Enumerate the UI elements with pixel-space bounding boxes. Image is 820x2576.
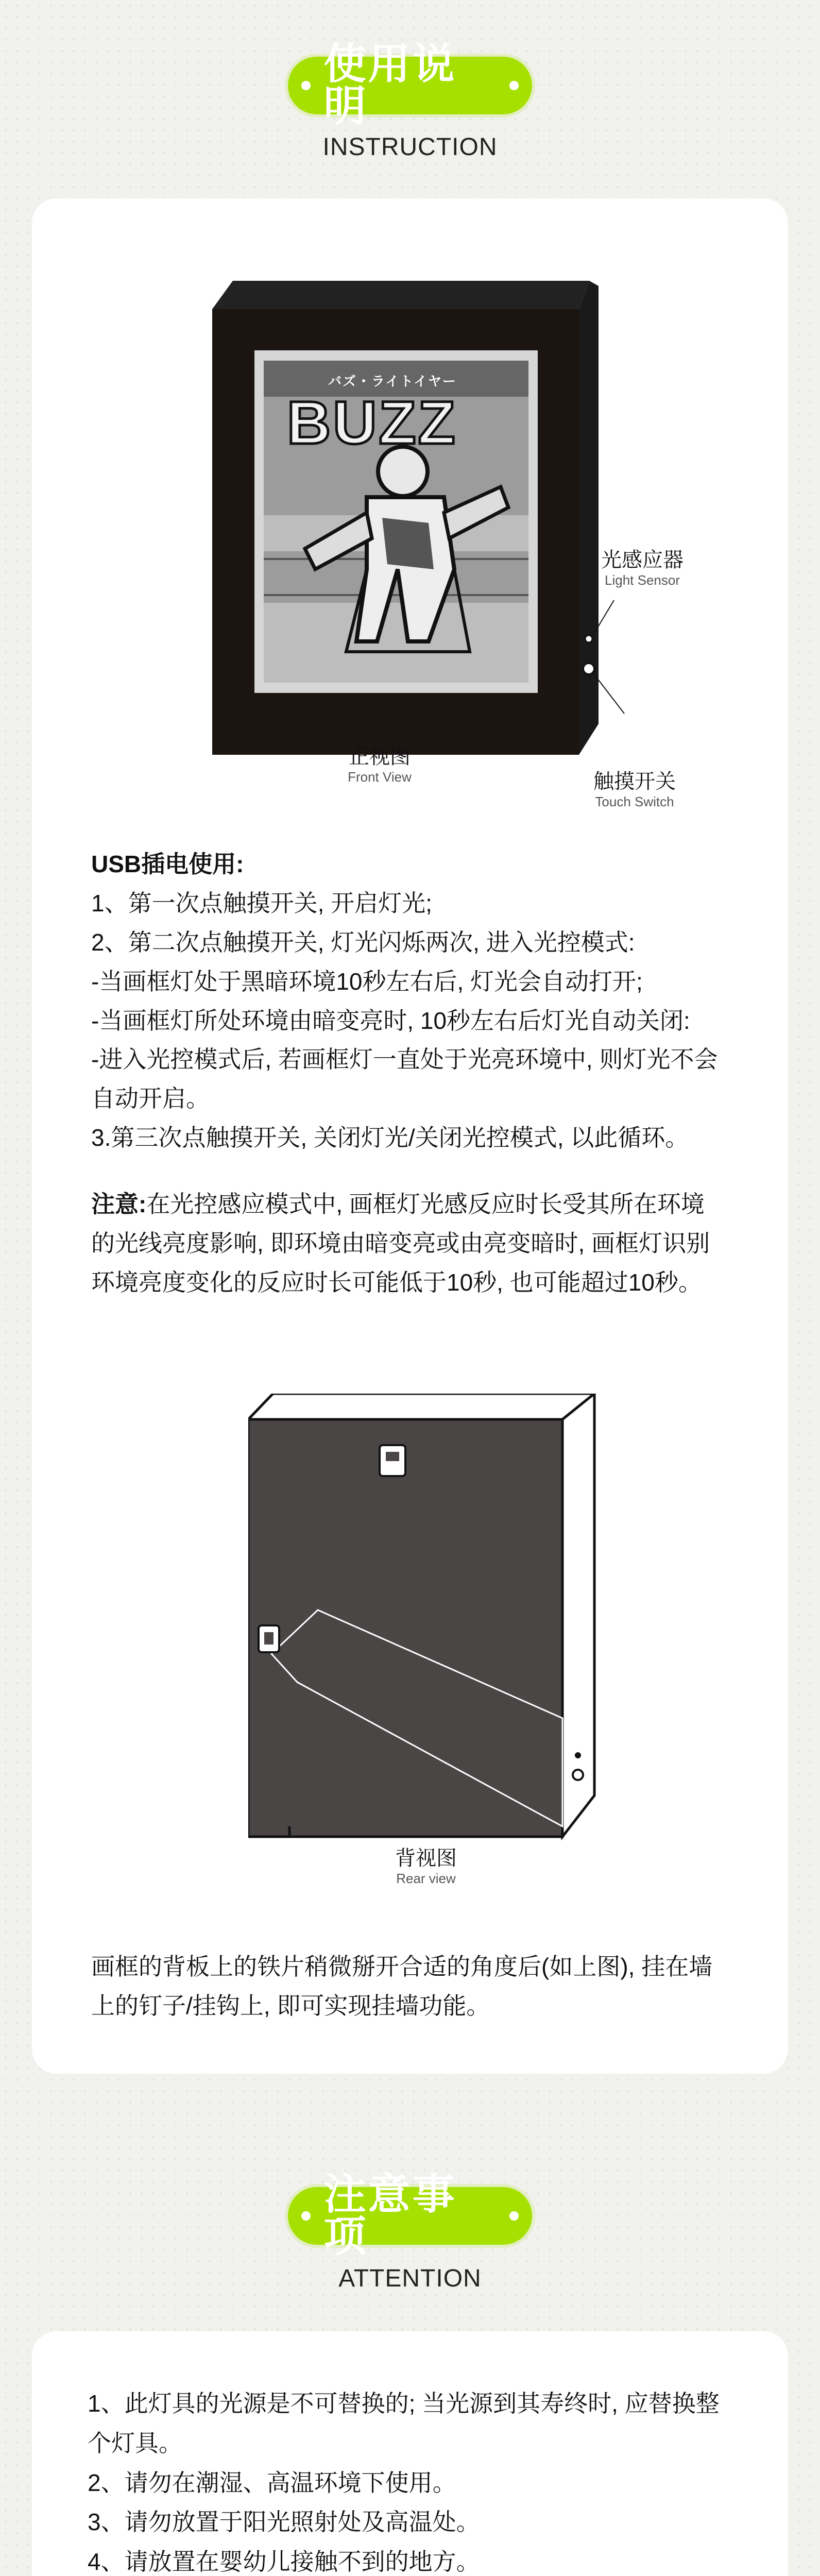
touch-switch-label-en: Touch Switch [595, 794, 674, 809]
poster-title-text: BUZZ [287, 389, 457, 457]
light-sensor-label [583, 548, 702, 588]
usb-line: 2、第二次点触摸开关, 灯光闪烁两次, 进入光控模式: [91, 928, 635, 956]
rear-description-line: 画框的背板上的铁片稍微掰开合适的角度后(如上图), 挂在墙 [91, 1953, 713, 1980]
instruction-title: 使用说明 [323, 41, 457, 130]
attention-title-pill [288, 2171, 532, 2260]
light-sensor-label-en: Light Sensor [605, 572, 680, 588]
attention-item: 3、请勿放置于阳光照射处及高温处。 [88, 2509, 480, 2536]
pill-dot-right [509, 81, 519, 90]
usb-line: 1、第一次点触摸开关, 开启灯光; [91, 889, 432, 917]
usb-line: -进入光控模式后, 若画框灯一直处于光亮环境中, 则灯光不会 [91, 1046, 718, 1073]
usb-line: 3.第三次点触摸开关, 关闭灯光/关闭光控模式, 以此循环。 [91, 1124, 689, 1151]
rear-view-label-cn: 背视图 [395, 1847, 457, 1870]
touch-switch-label [568, 769, 702, 810]
instruction-title-pill [288, 41, 532, 130]
usb-usage-heading: USB插电使用: [91, 851, 244, 877]
attention-item: 1、此灯具的光源是不可替换的; 当光源到其寿终时, 应替换整 [88, 2390, 720, 2417]
attention-title: 注意事项 [323, 2171, 457, 2260]
pill-dot-right [509, 2211, 519, 2221]
pill-dot-left [301, 2211, 311, 2221]
attention-item: 2、请勿在潮湿、高温环境下使用。 [88, 2469, 456, 2496]
usb-line: -当画框灯所处环境由暗变亮时, 10秒左右后灯光自动关闭: [91, 1007, 690, 1034]
attention-item: 个灯具。 [88, 2429, 182, 2456]
note-text: 在光控感应模式中, 画框灯光感反应时长受其所在环境 [146, 1191, 705, 1217]
front-view-label-cn: 正视图 [349, 745, 411, 768]
usb-line: 自动开启。 [91, 1085, 210, 1112]
rear-view-label-en: Rear view [396, 1871, 456, 1886]
rear-view-frame-illustration [248, 1394, 599, 1847]
instruction-subtitle: INSTRUCTION [322, 133, 498, 161]
attention-item: 4、请放置在婴幼儿接触不到的地方。 [88, 2548, 480, 2575]
note-text: 的光线亮度影响, 即环境由暗变亮或由亮变暗时, 画框灯识别 [91, 1229, 710, 1257]
note-text: 环境亮度变化的反应时长可能低于10秒, 也可能超过10秒。 [91, 1268, 702, 1296]
poster-header-text: バズ・ライトイヤー [328, 374, 457, 389]
front-view-label-en: Front View [348, 769, 412, 785]
pill-dot-left [301, 81, 311, 90]
note-paragraph [91, 1185, 756, 1302]
rear-description-line: 上的钉子/挂钩上, 即可实现挂墙功能。 [91, 1992, 490, 2019]
usb-usage-section [91, 845, 756, 1158]
light-sensor-label-cn: 光感应器 [601, 549, 684, 571]
rear-view-description [91, 1947, 756, 2026]
usb-line: -当画框灯处于黑暗环境10秒左右后, 灯光会自动打开; [91, 968, 643, 995]
attention-card [32, 2331, 788, 2576]
attention-list [88, 2384, 757, 2576]
touch-switch-label-cn: 触摸开关 [593, 770, 676, 793]
instruction-card [32, 198, 788, 2074]
attention-subtitle: ATTENTION [338, 2265, 482, 2292]
rear-view-label [354, 1846, 498, 1887]
note-label: 注意: [91, 1191, 147, 1217]
front-view-frame-illustration [212, 281, 655, 801]
front-view-label [305, 744, 454, 785]
